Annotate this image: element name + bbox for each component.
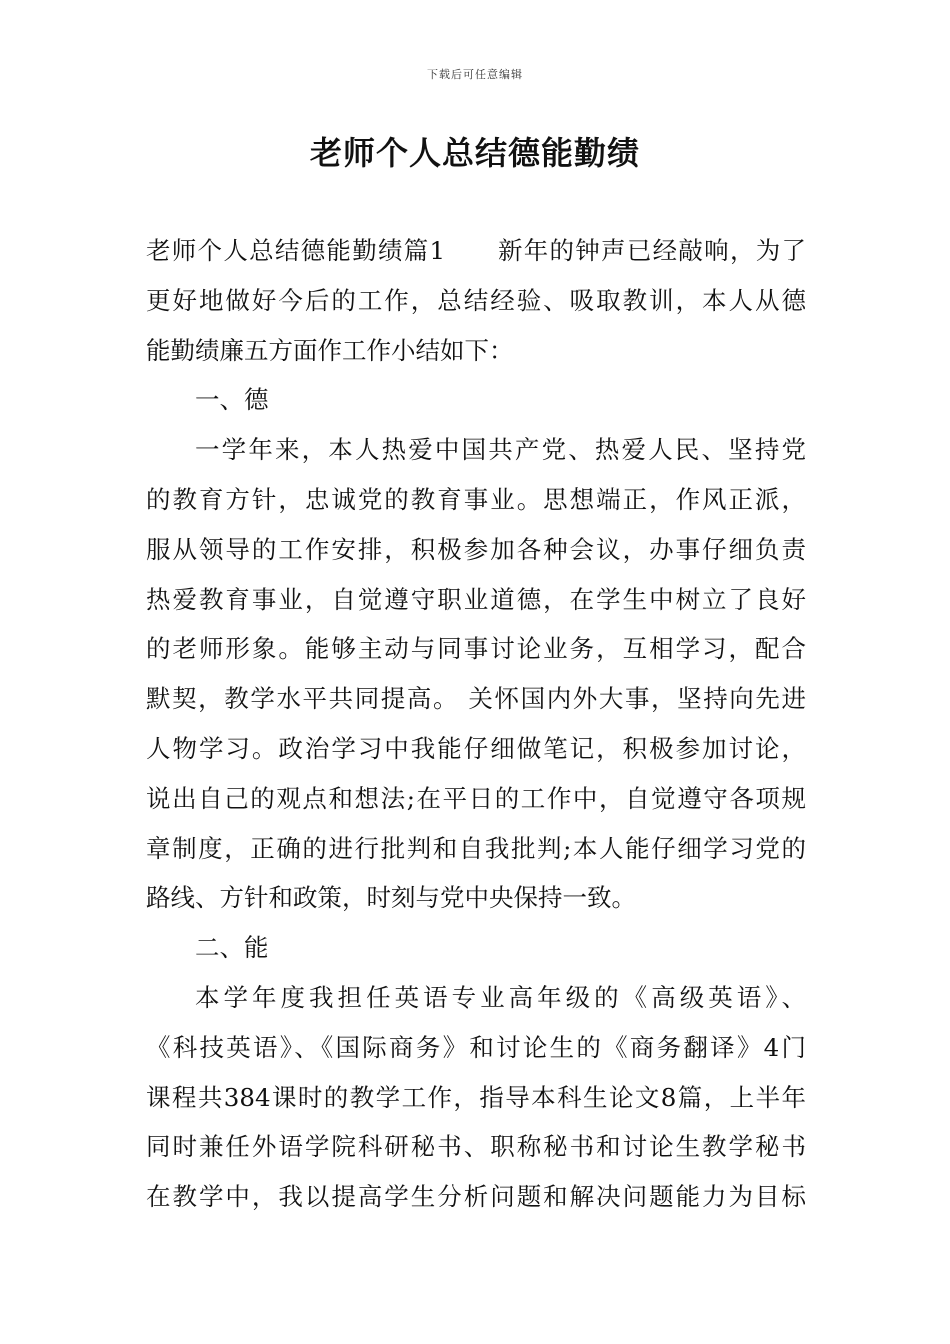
section-heading: 一、德: [195, 385, 269, 415]
text-line: 人物学习。政治学习中我能仔细做笔记，积极参加讨论，: [146, 733, 806, 763]
text-line: 说出自己的观点和想法;在平日的工作中，自觉遵守各项规: [146, 783, 806, 813]
header-note: 下载后可任意编辑: [427, 68, 523, 81]
text-line: 热爱教育事业，自觉遵守职业道德，在学生中树立了良好: [146, 584, 806, 614]
text-line: 章制度，正确的进行批判和自我批判;本人能仔细学习党的: [146, 833, 806, 863]
document-body: [146, 226, 806, 1222]
text-line: 更好地做好今后的工作，总结经验、吸取教训，本人从德: [146, 285, 806, 315]
text-line: 服从领导的工作安排，积极参加各种会议，办事仔细负责: [146, 534, 806, 564]
text-line: 本学年度我担任英语专业高年级的《高级英语》、: [195, 982, 806, 1012]
text-line: 老师个人总结德能勤绩篇1 新年的钟声已经敲响，为了: [146, 236, 806, 265]
text-line: 能勤绩廉五方面作工作小结如下：: [146, 335, 514, 365]
text-line: 同时兼任外语学院科研秘书、职称秘书和讨论生教学秘书: [146, 1132, 806, 1162]
text-line: 《科技英语》、《国际商务》和讨论生的《商务翻译》4门: [146, 1032, 806, 1062]
text-line: 在教学中，我以提高学生分析问题和解决问题能力为目标: [146, 1182, 806, 1212]
text-line: 课程共384课时的教学工作，指导本科生论文8篇，上半年: [146, 1082, 806, 1112]
text-line: 默契，教学水平共同提高。 关怀国内外大事，坚持向先进: [146, 684, 806, 714]
document-title: 老师个人总结德能勤绩: [309, 134, 640, 172]
text-line: 路线、方针和政策，时刻与党中央保持一致。: [146, 883, 636, 913]
section-heading: 二、能: [195, 933, 269, 963]
text-line: 的老师形象。能够主动与同事讨论业务，互相学习，配合: [146, 634, 806, 664]
text-line: 的教育方针，忠诚党的教育事业。思想端正，作风正派，: [146, 484, 806, 514]
text-line: 一学年来，本人热爱中国共产党、热爱人民、坚持党: [195, 435, 806, 465]
